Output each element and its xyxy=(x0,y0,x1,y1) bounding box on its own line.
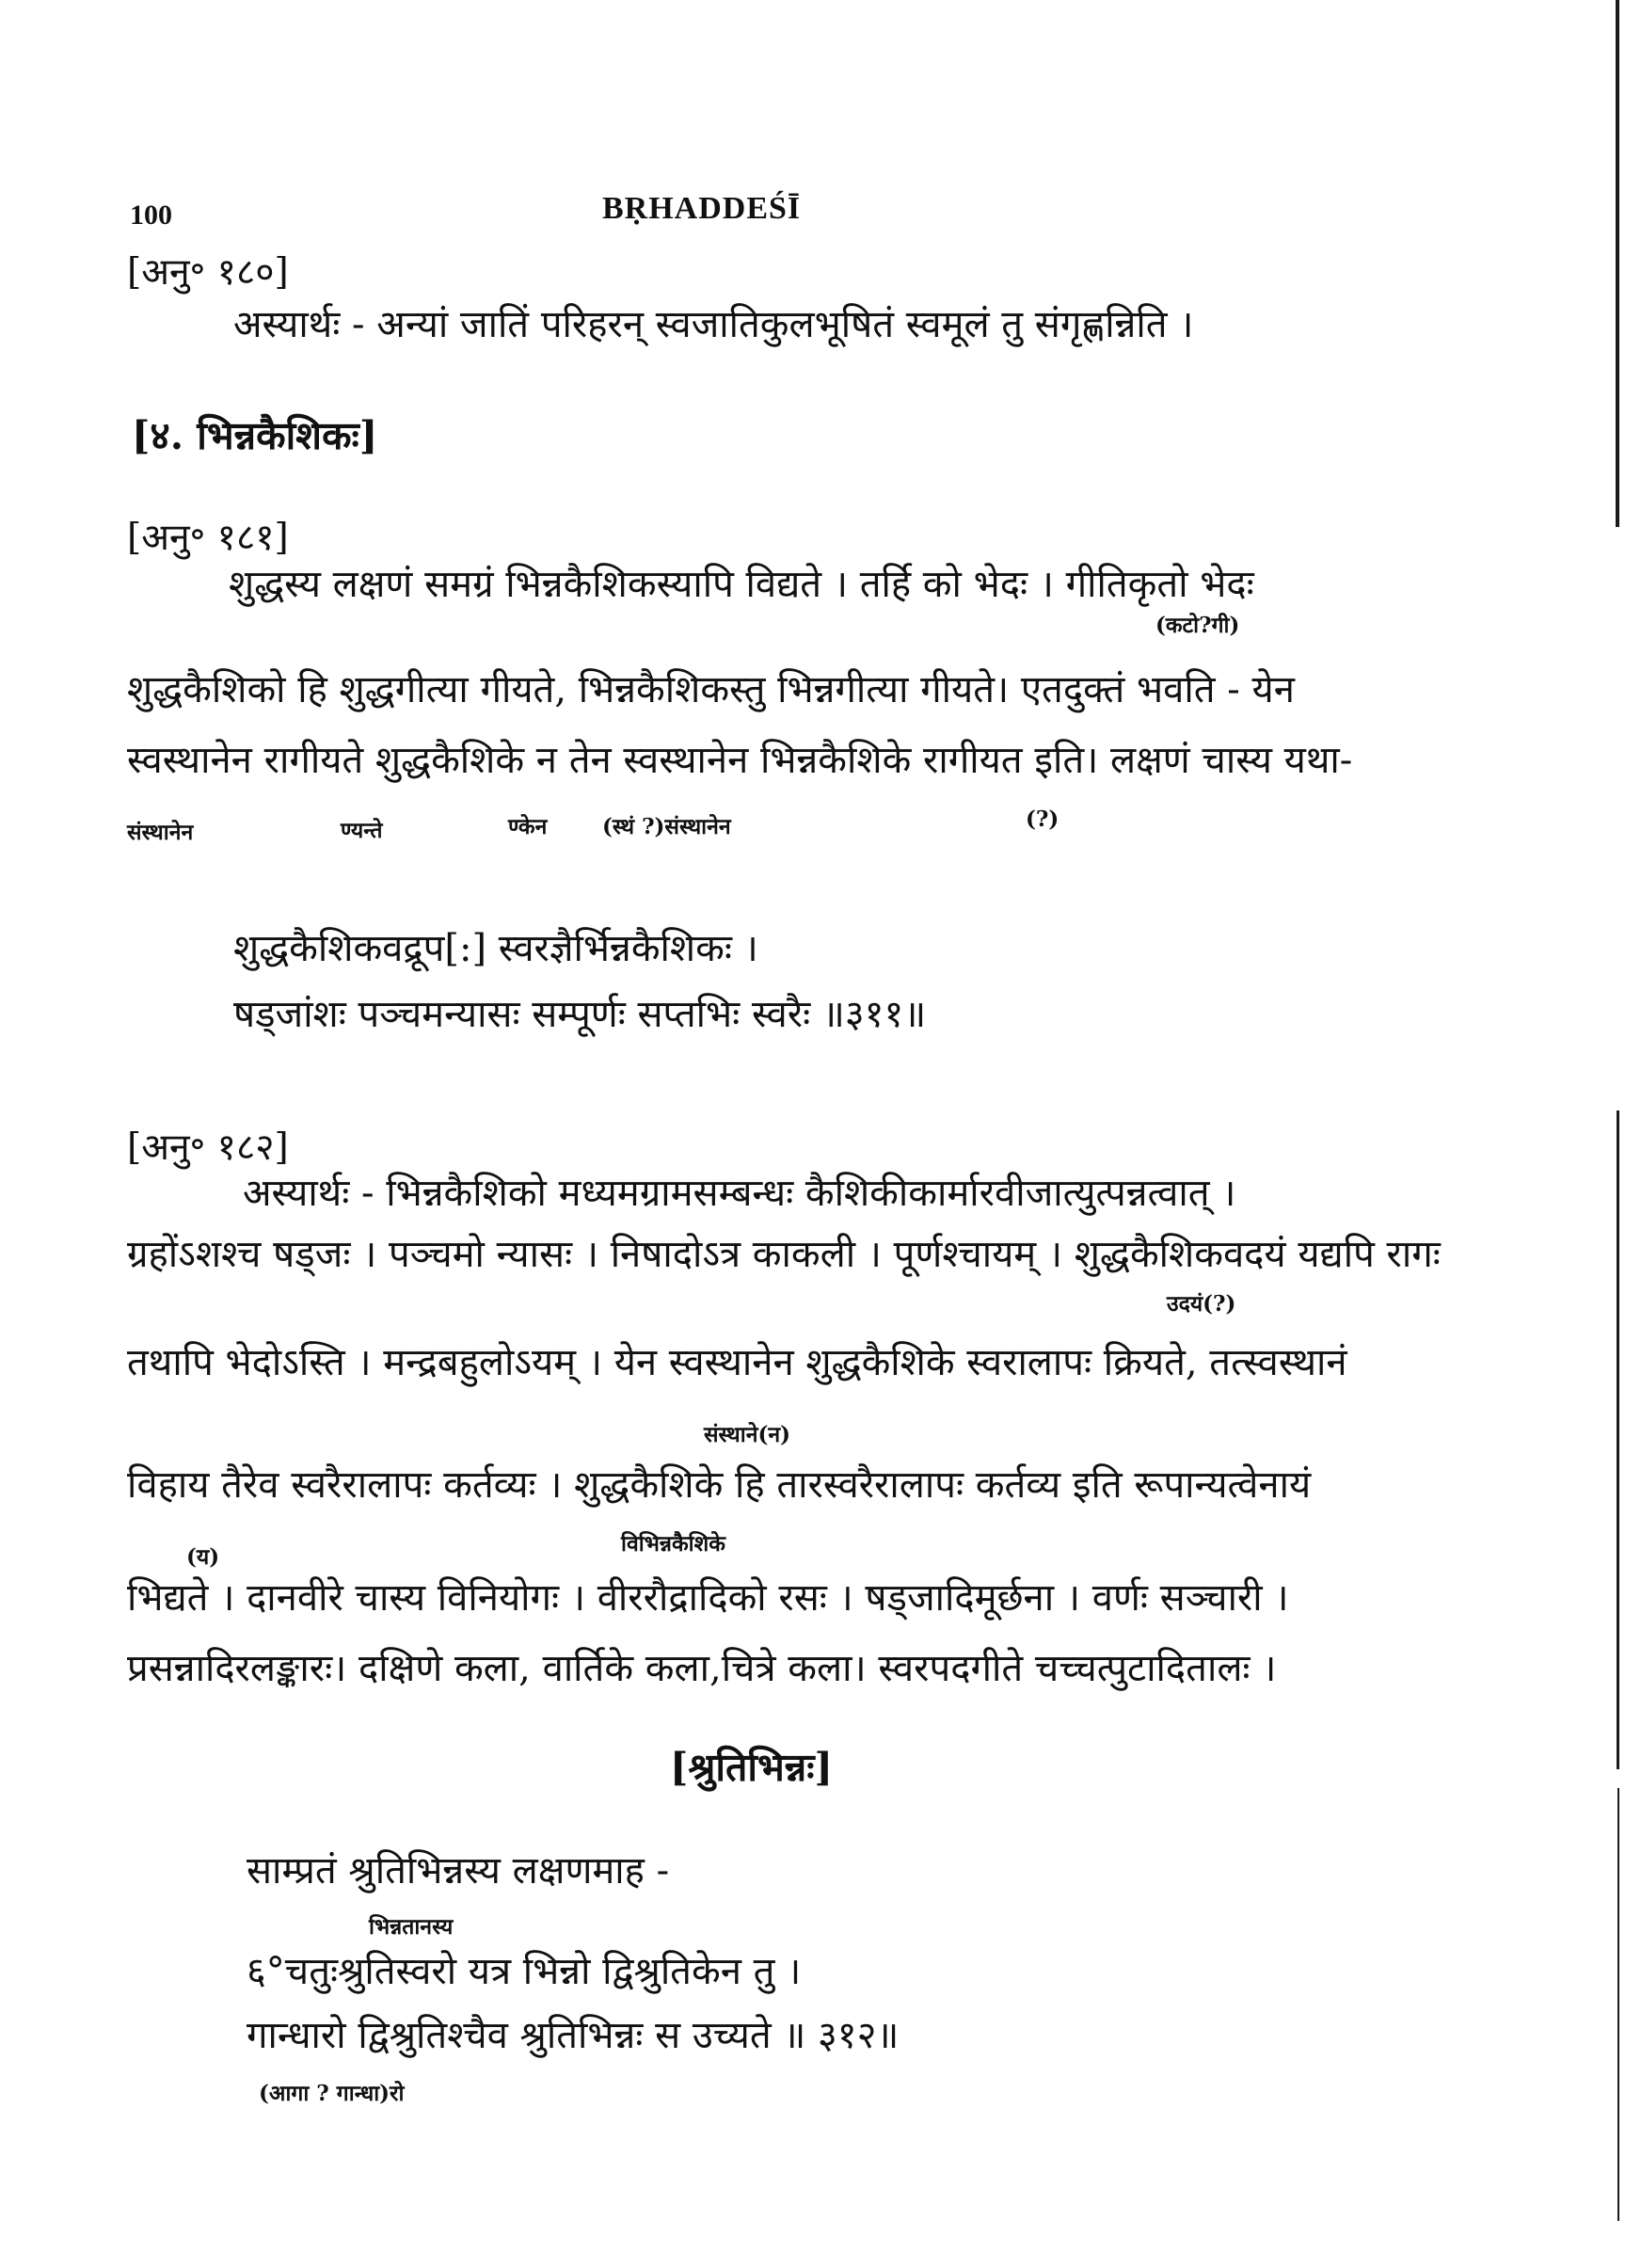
anu-180-label: [अनु॰ १८०] xyxy=(127,251,289,294)
anu-181-label: [अनु॰ १८१] xyxy=(127,517,289,559)
anu-181-note-a: संस्थानेन xyxy=(127,820,194,845)
anu-182-label: [अनु॰ १८२] xyxy=(127,1126,289,1169)
anu-181-line-1: शुद्धस्य लक्षणं समग्रं भिन्नकैशिकस्यापि विद्यते । तर्हि को भेदः । गीतिकृतो भेदः xyxy=(229,563,1254,606)
anu-182-line-5: भिद्यते । दानवीरे चास्य विनियोगः । वीररौद्रादिको रसः । षड्जादिमूर्छना । वर्णः सञ्चारी । xyxy=(127,1576,1289,1620)
anu-181-line-3: स्वस्थानेन रागीयते शुद्धकैशिके न तेन स्वस्थानेन भिन्नकैशिके रागीयत इति। लक्षणं चास्य यथा- xyxy=(127,739,1353,782)
anu-182-note-4a: (य) xyxy=(186,1544,220,1570)
anu-182-line-6: प्रसन्नादिरलङ्कारः। दक्षिणे कला, वार्तिके कला,चित्रे कला। स्वरपदगीते चच्चत्पुटादितालः । xyxy=(127,1647,1277,1690)
verse-311-line-1: शुद्धकैशिकवद्रूप[:] स्वरज्ञैर्भिन्नकैशिकः । xyxy=(233,927,758,970)
anu-181-note-c: ण्केन xyxy=(508,814,548,839)
verse-311-line-2: षड्जांशः पञ्चमन्यासः सम्पूर्णः सप्तभिः स्वरैः ॥३११॥ xyxy=(233,993,927,1036)
section-title-bhinnakaishika: [४. भिन्नकैशिकः] xyxy=(132,413,378,458)
shruti-line-1: साम्प्रतं श्रुतिभिन्नस्य लक्षणमाह - xyxy=(247,1849,670,1893)
anu-182-note-4b: विभिन्नकैशिके xyxy=(621,1531,725,1557)
anu-181-note-e: (?) xyxy=(1026,807,1059,832)
anu-182-note-2: उदयं(?) xyxy=(1167,1291,1236,1317)
verse-312-line-1: ६°चतुःश्रुतिस्वरो यत्र भिन्नो द्विश्रुतिकेन तु । xyxy=(247,1950,802,1993)
margin-scan-line-bottom xyxy=(1617,1788,1619,2221)
anu-181-note-1: (कटो?गी) xyxy=(1155,613,1240,638)
anu-181-note-b: ण्यन्ते xyxy=(341,818,383,843)
anu-182-line-2: ग्रहोंऽशश्च षड्जः । पञ्चमो न्यासः । निषादोऽत्र काकली । पूर्णश्चायम् । शुद्धकैशिकवदयं यद्यपि रागः xyxy=(127,1233,1441,1276)
anu-182-line-4: विहाय तैरेव स्वरैरालापः कर्तव्यः । शुद्धकैशिके हि तारस्वरैरालापः कर्तव्य इति रूपान्यत्वेनायं xyxy=(127,1463,1312,1507)
shruti-note-1: भिन्नतानस्य xyxy=(369,1914,454,1940)
section-title-shrutibhinna: [श्रुतिभिन्नः] xyxy=(670,1745,833,1790)
margin-scan-line-middle xyxy=(1617,1110,1619,1769)
anu-180-text: अस्यार्थः - अन्यां जातिं परिहरन् स्वजातिकुलभूषितं स्वमूलं तु संगृह्णन्निति । xyxy=(233,303,1194,346)
shruti-note-3: (आगा ? गान्धा)रो xyxy=(259,2081,405,2106)
running-title: BṚHADDEŚĪ xyxy=(602,191,802,226)
anu-181-note-d: (स्थं ?)संस्थानेन xyxy=(602,814,731,839)
anu-182-line-1: अस्यार्थः - भिन्नकैशिको मध्यमग्रामसम्बन्धः कैशिकीकार्मारवीजात्युत्पन्नत्वात् । xyxy=(243,1172,1236,1215)
anu-181-line-2: शुद्धकैशिको हि शुद्धगीत्या गीयते, भिन्नकैशिकस्तु भिन्नगीत्या गीयते। एतदुक्तं भवति - येन xyxy=(127,668,1295,711)
page-number: 100 xyxy=(130,200,172,231)
verse-312-line-2: गान्धारो द्विश्रुतिश्चैव श्रुतिभिन्नः स उच्यते ॥ ३१२॥ xyxy=(247,2014,900,2057)
margin-scan-line-top xyxy=(1616,0,1619,527)
anu-182-line-3: तथापि भेदोऽस्ति । मन्द्रबहुलोऽयम् । येन स्वस्थानेन शुद्धकैशिके स्वरालापः क्रियते, तत्स्वस्थानं xyxy=(127,1341,1347,1384)
anu-182-note-3: संस्थाने(न) xyxy=(704,1422,790,1447)
